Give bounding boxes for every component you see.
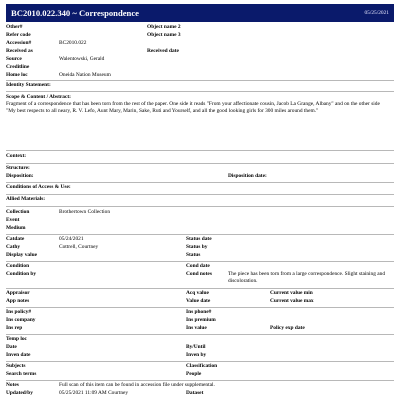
display-value-label: Display value xyxy=(6,252,38,258)
accession-label: Accession# xyxy=(6,40,32,46)
dataset-label: Dataset xyxy=(186,390,204,396)
ins-premium-label: Ins premium xyxy=(186,317,216,323)
object-name2-label: Object name 2 xyxy=(147,24,181,30)
cond-notes-label: Cond notes xyxy=(186,271,212,277)
source-label: Source xyxy=(6,56,22,62)
notes-value: Full scan of this item can be found in accession file under supplemental. xyxy=(59,382,215,388)
catdate-label: Catdate xyxy=(6,236,25,242)
app-notes-label: App notes xyxy=(6,298,30,304)
allied-materials-label: Allied Materials: xyxy=(6,196,46,202)
status-label: Status xyxy=(186,252,201,258)
disposition-date-label: Disposition date: xyxy=(228,173,267,179)
divider xyxy=(6,194,394,195)
scope-content-label: Scope & Content / Abstract: xyxy=(6,94,71,100)
appraisor-label: Appraisor xyxy=(6,290,30,296)
divider xyxy=(6,288,394,289)
by-until-label: By/Until xyxy=(186,344,206,350)
disposition-label: Disposition: xyxy=(6,173,34,179)
condition-label: Condition xyxy=(6,263,30,269)
record-date: 05/25/2021 xyxy=(364,9,389,16)
ins-phone-label: Ins phone# xyxy=(186,309,212,315)
catdate-value: 05/24/2021 xyxy=(59,236,84,242)
received-date-label: Received date xyxy=(147,48,179,54)
acq-value-label: Acq value xyxy=(186,290,209,296)
current-value-max-label: Current value max xyxy=(270,298,314,304)
divider xyxy=(6,182,394,183)
value-date-label: Value date xyxy=(186,298,211,304)
scope-content-text: Fragment of a correspondence that has been torn from the rest of the paper. One side it reads "From your affectionate cousin, Jacob La Grange, Albany" and on the other side "My best respects to all neary, R. V. Lefo, Aunt Mary, Marin, Sake, Ruti and Yourself, and all the good looking girls for 300 miles around them." xyxy=(6,101,380,114)
divider xyxy=(6,307,394,308)
medium-label: Medium xyxy=(6,225,26,231)
subjects-label: Subjects xyxy=(6,363,26,369)
notes-label: Notes xyxy=(6,382,19,388)
divider xyxy=(6,261,394,262)
source-value: Walentowski, Gerald xyxy=(59,56,105,62)
divider xyxy=(6,380,394,381)
cond-date-label: Cond date xyxy=(186,263,210,269)
record-title-bar xyxy=(6,4,394,22)
record-title: BC2010.022.340 ~ Correspondence xyxy=(11,7,139,18)
divider xyxy=(6,206,394,207)
refer-code-label: Refer code xyxy=(6,32,31,38)
people-label: People xyxy=(186,371,202,377)
search-terms-label: Search terms xyxy=(6,371,37,377)
accession-value: BC2010.022 xyxy=(59,40,87,46)
home-loc-value: Oneida Nation Museum xyxy=(59,72,111,78)
ins-policy-label: Ins policy# xyxy=(6,309,32,315)
divider xyxy=(6,334,394,335)
divider xyxy=(6,91,394,92)
updated-by-label: Updated/by xyxy=(6,390,33,396)
ins-rep-label: Ins rep xyxy=(6,325,23,331)
creditline-label: Creditline xyxy=(6,64,30,70)
inven-date-label: Inven date xyxy=(6,352,31,358)
condition-by-label: Condition by xyxy=(6,271,37,277)
conditions-access-label: Conditions of Access & Use: xyxy=(6,184,71,190)
divider xyxy=(6,234,394,235)
context-label: Context: xyxy=(6,153,27,159)
divider xyxy=(6,361,394,362)
policy-exp-date-label: Policy exp date xyxy=(270,325,305,331)
collection-label: Collection xyxy=(6,209,30,215)
home-loc-label: Home loc xyxy=(6,72,28,78)
cathy-value: Cottrell, Courtney xyxy=(59,244,99,250)
event-label: Event xyxy=(6,217,20,223)
ins-company-label: Ins company xyxy=(6,317,36,323)
collection-value: Brothertown Collection xyxy=(59,209,111,215)
received-as-label: Received as xyxy=(6,48,33,54)
classification-label: Classification xyxy=(186,363,218,369)
divider xyxy=(6,80,394,81)
inven-by-label: Inven by xyxy=(186,352,207,358)
temp-loc-label: Temp loc xyxy=(6,336,27,342)
other-label: Other# xyxy=(6,24,23,30)
divider xyxy=(6,163,394,164)
identity-statement-label: Identity Statement: xyxy=(6,82,51,88)
object-name3-label: Object name 3 xyxy=(147,32,181,38)
ins-value-label: Ins value xyxy=(186,325,207,331)
divider xyxy=(6,150,394,151)
date-label: Date xyxy=(6,344,17,350)
status-by-label: Status by xyxy=(186,244,208,250)
status-date-label: Status date xyxy=(186,236,212,242)
current-value-min-label: Current value min xyxy=(270,290,313,296)
cond-notes-value: The piece has been torn from a large correspondence. Slight staining and discoloration. xyxy=(228,271,386,284)
updated-by-value: 05/25/2021 11:09 AM Courtney xyxy=(59,390,129,396)
structure-label: Structure: xyxy=(6,165,30,171)
cathy-label: Cathy xyxy=(6,244,21,250)
